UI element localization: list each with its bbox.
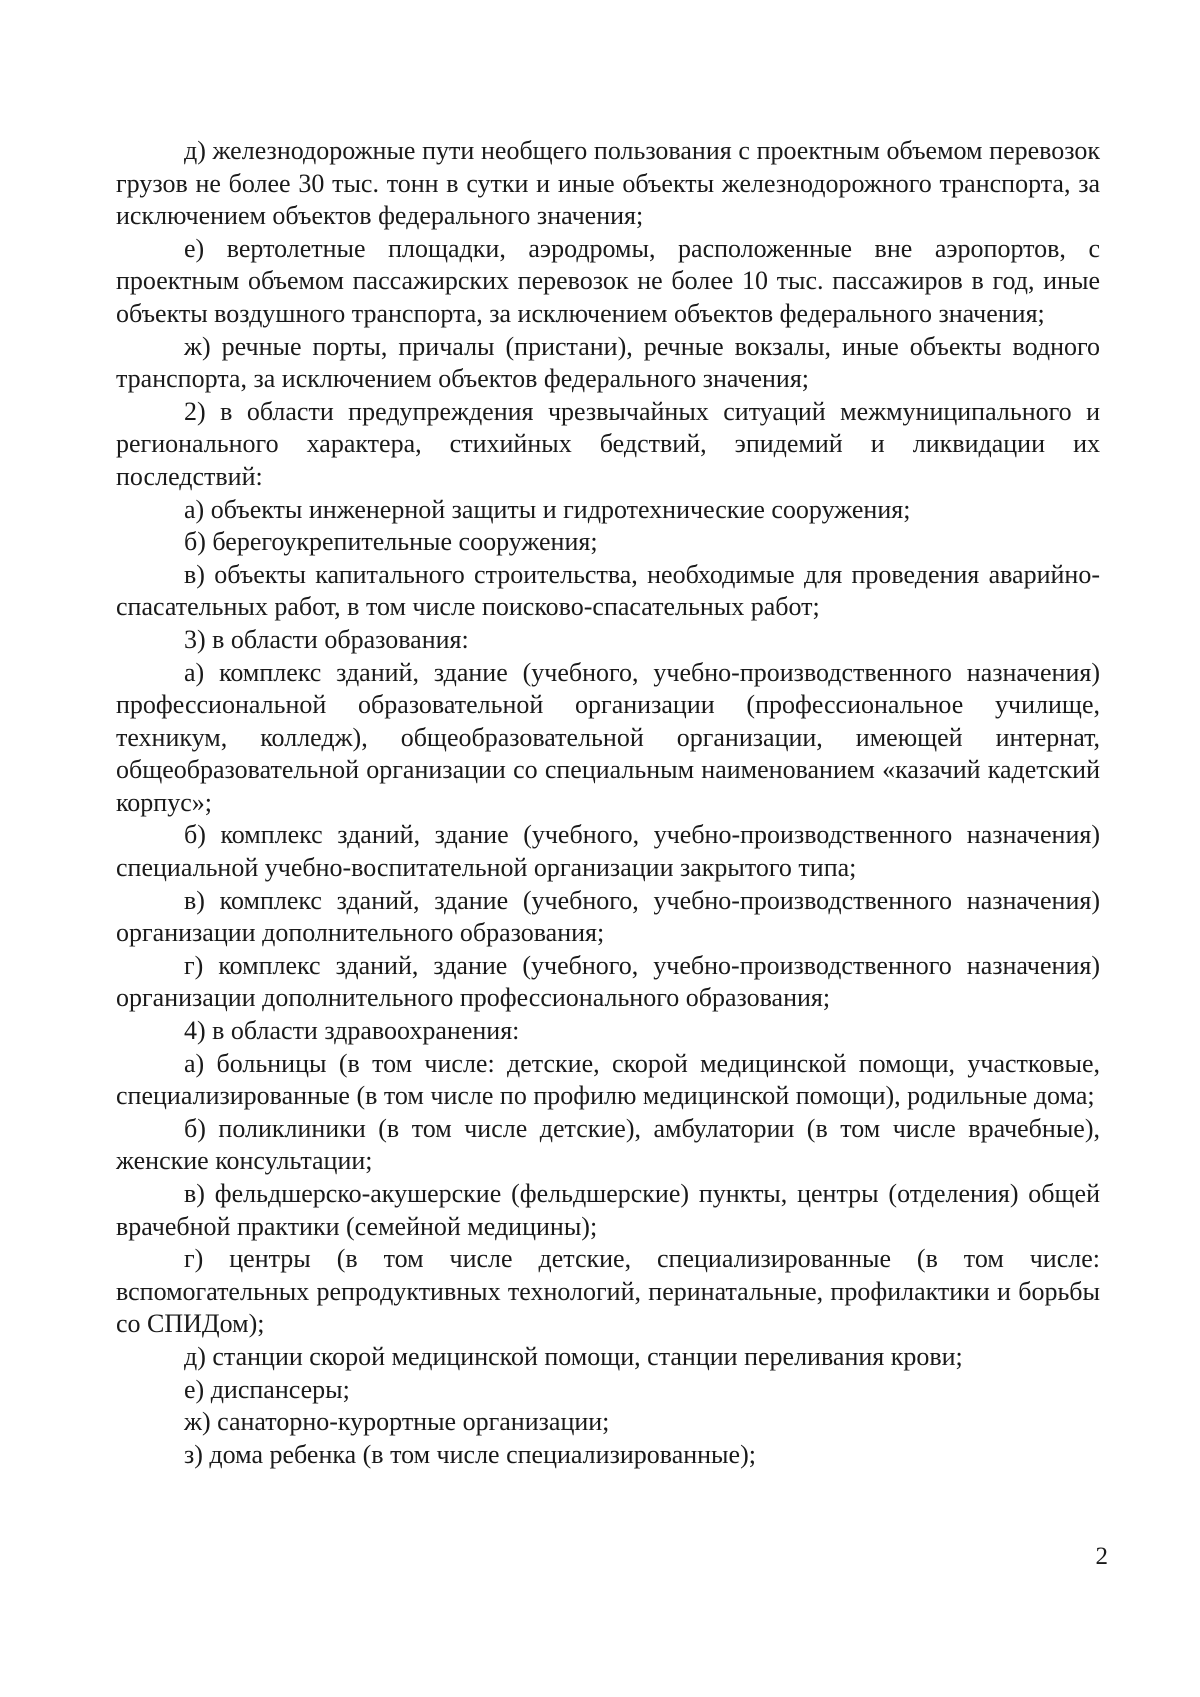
- paragraph-item-v-paramedic: в) фельдшерско-акушерские (фельдшерские) пункты, центры (отделения) общей врачебной практики (семейной медицины);: [116, 1179, 1100, 1241]
- paragraph-item-zh-river-ports: ж) речные порты, причалы (пристани), речные вокзалы, иные объекты водного транспорта, за исключением объектов федерального значения;: [116, 331, 1100, 394]
- paragraph-item-zh-sanatoriums: ж) санаторно-курортные организации;: [184, 1407, 610, 1437]
- paragraph-item-b-shore: б) берегоукрепительные сооружения;: [184, 527, 598, 557]
- paragraph-item-e-helipads: е) вертолетные площадки, аэродромы, расположенные вне аэропортов, с проектным объемом пассажирских перевозок не более 10 тыс. пассажиров в год, иные объекты воздушного транспорта, за исключением объектов федерального значения;: [116, 233, 1100, 328]
- page-number: 2: [1095, 1543, 1108, 1570]
- paragraph-item-e-dispensaries: е) диспансеры;: [184, 1374, 350, 1404]
- paragraph-item-g-additional-professional: г) комплекс зданий, здание (учебного, учебно-производственного назначения) организации дополнительного профессионального образования;: [116, 950, 1100, 1013]
- paragraph-item-b-special: б) комплекс зданий, здание (учебного, учебно-производственного назначения) специальной учебно-воспитательной организации закрытого типа;: [116, 820, 1100, 883]
- document-body: [116, 135, 1100, 1471]
- paragraph-item-a-engineering: а) объекты инженерной защиты и гидротехнические сооружения;: [184, 494, 911, 524]
- paragraph-item-v-rescue: в) объекты капитального строительства, необходимые для проведения аварийно-спасательных работ, в том числе поисково-спасательных работ;: [116, 559, 1100, 622]
- paragraph-section-3-education: 3) в области образования:: [184, 624, 469, 654]
- paragraph-item-b-polyclinics: б) поликлиники (в том числе детские), амбулатории (в том числе врачебные), женские консультации;: [116, 1113, 1100, 1176]
- paragraph-item-v-additional: в) комплекс зданий, здание (учебного, учебно-производственного назначения) организации дополнительного образования;: [116, 885, 1100, 948]
- paragraph-item-d-railway: д) железнодорожные пути необщего пользования с проектным объемом перевозок грузов не более 30 тыс. тонн в сутки и иные объекты железнодорожного транспорта, за исключением объектов федерального значения;: [116, 136, 1100, 231]
- paragraph-section-4-healthcare: 4) в области здравоохранения:: [184, 1016, 520, 1046]
- paragraph-section-2-emergency: 2) в области предупреждения чрезвычайных ситуаций межмуниципального и регионального характера, стихийных бедствий, эпидемий и ликвидации их последствий:: [116, 396, 1100, 491]
- paragraph-item-g-centers: г) центры (в том числе детские, специализированные (в том числе: вспомогательных репродуктивных технологий, перинатальные, профилактики и борьбы со СПИДом);: [116, 1244, 1100, 1339]
- paragraph-item-z-baby-homes: з) дома ребенка (в том числе специализированные);: [184, 1439, 756, 1469]
- paragraph-item-d-ambulance: д) станции скорой медицинской помощи, станции переливания крови;: [184, 1341, 963, 1371]
- paragraph-item-a-hospitals: а) больницы (в том числе: детские, скорой медицинской помощи, участковые, специализированные (в том числе по профилю медицинской помощи), родильные дома;: [116, 1048, 1100, 1111]
- paragraph-item-a-professional: а) комплекс зданий, здание (учебного, учебно-производственного назначения) профессиональной образовательной организации (профессиональное училище, техникум, колледж), общеобразовательной организации, имеющей интернат, общеобразовательной организации со специальным наименованием «казачий кадетский корпус»;: [116, 657, 1100, 817]
